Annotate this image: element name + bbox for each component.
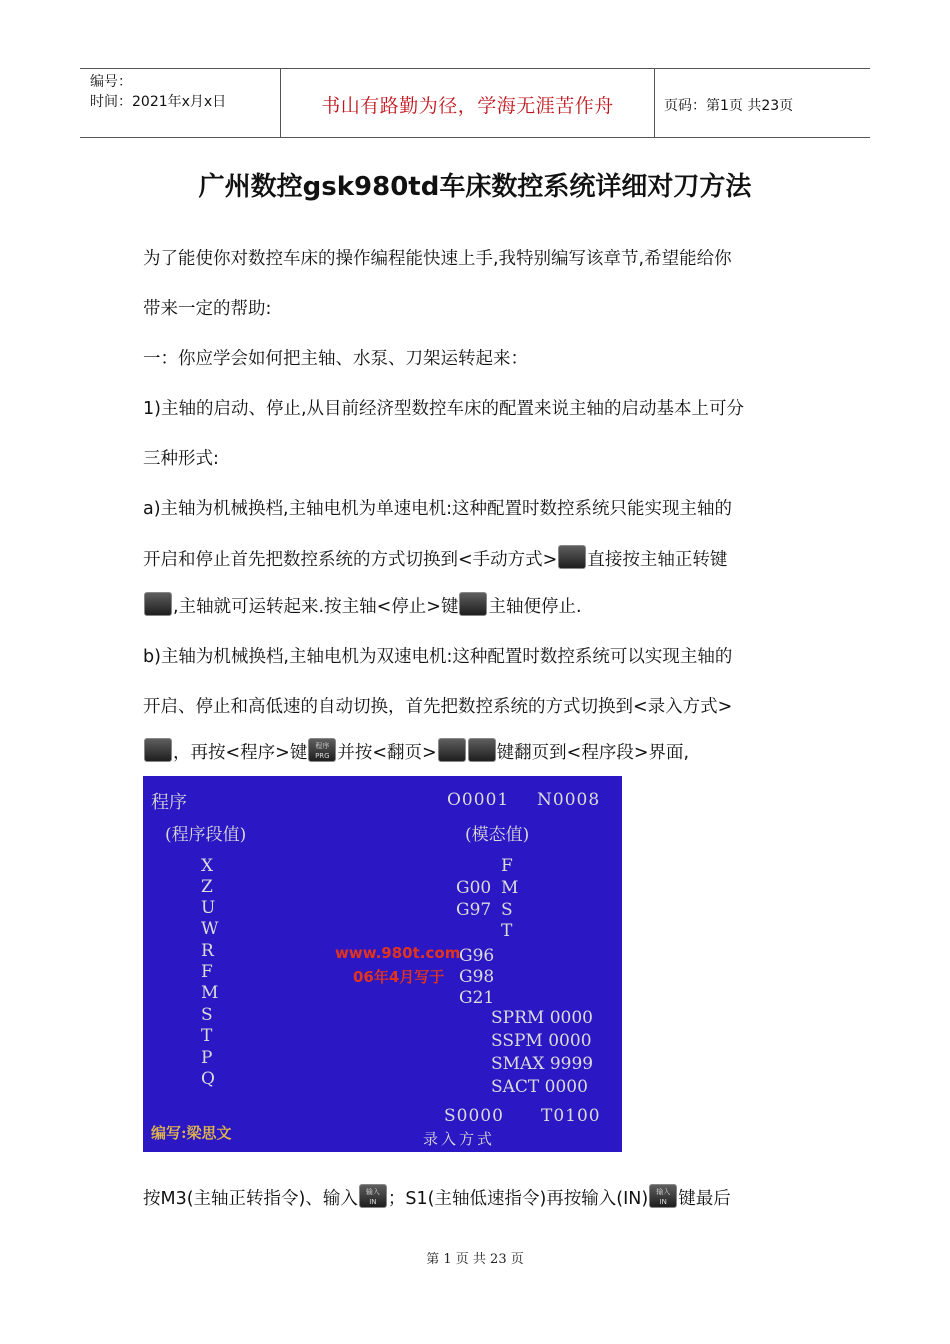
screen-modal-f: F (501, 856, 513, 876)
screen-sact: SACT 0000 (491, 1077, 588, 1097)
screen-letter-x: X (201, 856, 214, 876)
screen-left-header: (程序段值) (165, 825, 247, 845)
spindle-forward-key-icon (144, 592, 172, 616)
screen-sprm: SPRM 0000 (491, 1008, 593, 1028)
text-segment: 键最后 (678, 1189, 731, 1209)
screen-s-value: S0000 (444, 1106, 504, 1126)
screen-t-value: T0100 (541, 1106, 601, 1126)
text-segment: 并按<翻页> (337, 743, 437, 763)
watermark-date: 06年4月写于 (353, 968, 445, 986)
screen-letter-u: U (201, 898, 216, 918)
input-key-icon: 输入 IN (359, 1184, 387, 1208)
text-segment: ，再按<程序>键 (173, 743, 308, 763)
text-segment: ,主轴就可运转起来.按主轴<停止>键 (173, 597, 459, 617)
page-info: 页码：第1页 共23页 (664, 98, 794, 114)
screen-letter-z: Z (201, 877, 213, 897)
input-key-icon: 输入 IN (649, 1184, 677, 1208)
text-segment: ；S1(主轴低速指令)再按输入(IN) (387, 1189, 649, 1209)
paragraph-a-line1: a)主轴为机械换档,主轴电机为单速电机:这种配置时数控系统只能实现主轴的 (143, 499, 733, 519)
screen-letter-r: R (201, 941, 214, 961)
header-page-cell (655, 69, 870, 137)
header-motto-cell (281, 69, 655, 137)
page-up-key-icon (438, 738, 466, 762)
paragraph-b-line1: b)主轴为机械换档,主轴电机为双速电机:这种配置时数控系统可以实现主轴的 (143, 647, 733, 667)
paragraph-a-line3 (143, 592, 582, 618)
header-meta-cell (80, 69, 281, 137)
text-segment: 键翻页到<程序段>界面, (496, 743, 690, 763)
time-label: 时间：2021年x月x日 (90, 94, 227, 110)
screen-mode: 录入方式 (423, 1130, 496, 1148)
text-segment: 直接按主轴正转键 (587, 550, 728, 570)
screen-letter-p: P (201, 1048, 213, 1068)
screen-letter-m: M (201, 983, 219, 1003)
motto: 书山有路勤为径，学海无涯苦作舟 (321, 95, 614, 117)
text-segment: 主轴便停止. (488, 597, 582, 617)
screen-smax: SMAX 9999 (491, 1054, 594, 1074)
screen-modal-s: S (501, 900, 513, 920)
screen-modal-t: T (501, 921, 513, 941)
paragraph-b-line3 (143, 738, 689, 764)
cnc-program-screen (143, 776, 622, 1152)
screen-g97: G97 (456, 900, 492, 920)
mdi-mode-key-icon (144, 738, 172, 762)
number-label: 编号： (90, 74, 132, 90)
screen-seq-no: N0008 (537, 790, 601, 810)
document-title: 广州数控gsk980td车床数控系统详细对刀方法 (198, 172, 752, 202)
screen-g96: G96 (459, 946, 495, 966)
screen-letter-s: S (201, 1005, 213, 1025)
paragraph-c-line1 (143, 1184, 731, 1210)
screen-g98: G98 (459, 967, 495, 987)
section-heading-1: 一：你应学会如何把主轴、水泵、刀架运转起来： (143, 349, 528, 369)
paragraph-spindle-line2: 三种形式: (143, 449, 219, 469)
screen-modal-m: M (501, 878, 519, 898)
program-key-icon: 程序 PRG (308, 738, 336, 762)
page-footer: 第 1 页 共 23 页 (426, 1252, 524, 1267)
watermark-url: www.980t.com (335, 944, 461, 962)
text-segment: 开启和停止首先把数控系统的方式切换到<手动方式> (143, 550, 558, 570)
paragraph-intro-line1: 为了能使你对数控车床的操作编程能快速上手,我特别编写该章节,希望能给你 (143, 249, 732, 269)
page-down-key-icon (468, 738, 496, 762)
paragraph-a-line2 (143, 545, 727, 571)
screen-letter-q: Q (201, 1069, 215, 1089)
paragraph-b-line2: 开启、停止和高低速的自动切换，首先把数控系统的方式切换到<录入方式> (143, 697, 733, 717)
screen-program-no: O0001 (447, 790, 510, 810)
header-table (80, 68, 870, 138)
screen-right-header: (模态值) (465, 825, 530, 845)
spindle-stop-key-icon (459, 592, 487, 616)
paragraph-spindle-line1: 1)主轴的启动、停止,从目前经济型数控车床的配置来说主轴的启动基本上可分 (143, 399, 745, 419)
screen-g21: G21 (459, 988, 495, 1008)
manual-mode-key-icon (558, 545, 586, 569)
screen-letter-f: F (201, 962, 213, 982)
screen-author: 编写:梁思文 (151, 1124, 232, 1142)
screen-letter-w: W (201, 919, 219, 939)
paragraph-intro-line2: 带来一定的帮助: (143, 299, 272, 319)
screen-g00: G00 (456, 878, 492, 898)
screen-title: 程序 (151, 792, 187, 813)
text-segment: 按M3(主轴正转指令)、输入 (143, 1189, 358, 1209)
screen-letter-t: T (201, 1026, 213, 1046)
screen-sspm: SSPM 0000 (491, 1031, 592, 1051)
